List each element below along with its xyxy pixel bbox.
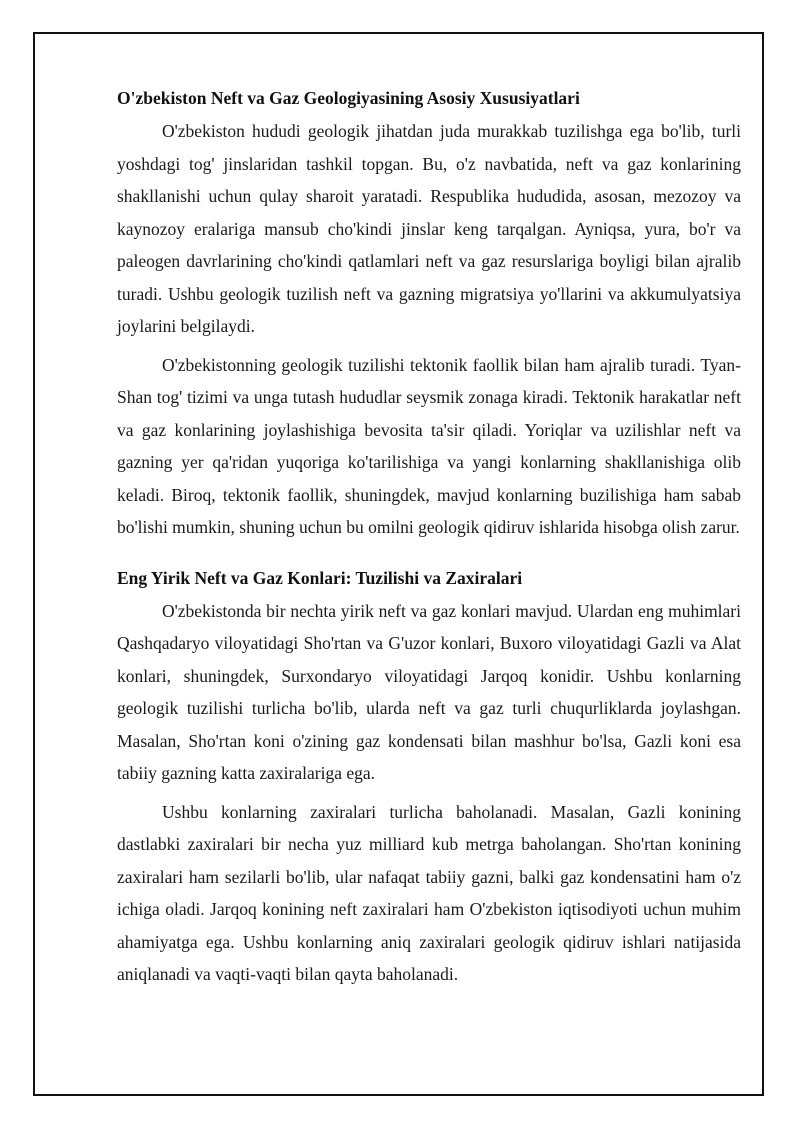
paragraph-fields-2: Ushbu konlarning zaxiralari turlicha baholanadi. Masalan, Gazli konining dastlabki zaxiralari bir necha yuz milliard kub metrga baholangan. Sho'rtan konining zaxiralari ham sezilarli bo'lib, ular nafaqat tabiiy gazni, balki gaz kondensatini ham o'z ichiga oladi. Jarqoq konining neft zaxiralari ham O'zbekiston iqtisodiyoti uchun muhim ahamiyatga ega. Ushbu konlarning aniq zaxiralari geologik qidiruv ishlari natijasida aniqlanadi va vaqti-vaqti bilan qayta baholanadi. [117, 801, 741, 984]
section-heading-geology: O'zbekiston Neft va Gaz Geologiyasining Asosiy Xususiyatlari [117, 88, 580, 108]
paragraph-geology-2: O'zbekistonning geologik tuzilishi tektonik faollik bilan ham ajralib turadi. Tyan-Shan tog' tizimi va unga tutash hududlar seysmik zonaga kiradi. Tektonik harakatlar neft va gaz konlarining joylashishiga bevosita ta'sir qiladi. Yoriqlar va uzilishlar neft va gazning yer qa'ridan yuqoriga ko'tarilishiga va yangi konlarning shakllanishiga olib keladi. Biroq, tektonik faollik, shuningdek, mavjud konlarning buzilishiga ham sabab bo'lishi mumkin, shuning uchun bu omilni geologik qidiruv ishlarida hisobga olish zarur. [117, 354, 741, 537]
section-heading-fields: Eng Yirik Neft va Gaz Konlari: Tuzilishi va Zaxiralari [117, 567, 523, 588]
document-body [117, 85, 741, 997]
paragraph-fields-1: O'zbekistonda bir nechta yirik neft va gaz konlari mavjud. Ulardan eng muhimlari Qashqadaryo viloyatidagi Sho'rtan va G'uzor konlari, Buxoro viloyatidagi Gazli va Alat konlari, shuningdek, Surxondaryo viloyatidagi Jarqoq konidir. Ushbu konlarning geologik tuzilishi turlicha bo'lib, ularda neft va gaz turli chuqurliklarda joylashgan. Masalan, Sho'rtan koni o'zining gaz kondensati bilan mashhur bo'lsa, Gazli koni esa tabiiy gazning katta zaxiralariga ega. [117, 600, 741, 783]
paragraph-geology-1: O'zbekiston hududi geologik jihatdan juda murakkab tuzilishga ega bo'lib, turli yoshdagi tog' jinslaridan tashkil topgan. Bu, o'z navbatida, neft va gaz konlarining shakllanishi uchun qulay sharoit yaratadi. Respublika hududida, asosan, mezozoy va kaynozoy eralariga mansub cho'kindi jinslar keng tarqalgan. Ayniqsa, yura, bo'r va paleogen davrlarining cho'kindi qatlamlari neft va gaz resurslariga boyligi bilan ajralib turadi. Ushbu geologik tuzilish neft va gazning migratsiya yo'llarini va akkumulyatsiya joylarini belgilaydi. [117, 121, 741, 336]
